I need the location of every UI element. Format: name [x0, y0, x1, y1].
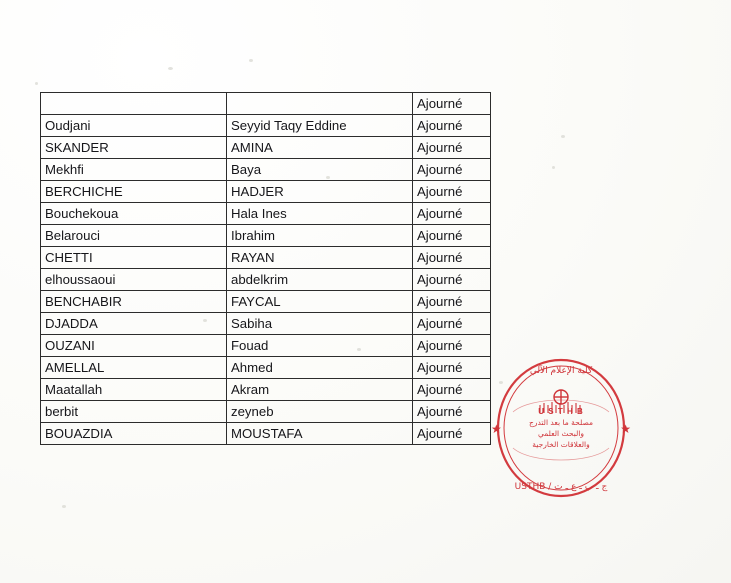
stamp-line-3: والعلاقات الخارجية — [532, 440, 590, 449]
cell-statut: Ajourné — [413, 291, 491, 313]
table-row — [41, 401, 491, 423]
table-row — [41, 335, 491, 357]
cell-nom: CHETTI — [41, 247, 227, 269]
cell-prenom: Ibrahim — [227, 225, 413, 247]
cell-prenom: Hala Ines — [227, 203, 413, 225]
stamp-arc-top-text: كلية الإعلام الآلي — [529, 366, 593, 376]
cell-statut: Ajourné — [413, 379, 491, 401]
cell-statut: Ajourné — [413, 93, 491, 115]
scan-speck — [249, 59, 253, 62]
cell-prenom: MOUSTAFA — [227, 423, 413, 445]
table-row — [41, 247, 491, 269]
cell-nom: BOUAZDIA — [41, 423, 227, 445]
table-row — [41, 137, 491, 159]
cell-statut: Ajourné — [413, 357, 491, 379]
table-row — [41, 357, 491, 379]
cell-nom: Oudjani — [41, 115, 227, 137]
cell-statut: Ajourné — [413, 137, 491, 159]
cell-statut: Ajourné — [413, 181, 491, 203]
table-row — [41, 379, 491, 401]
scan-speck — [552, 166, 555, 169]
cell-prenom: AMINA — [227, 137, 413, 159]
stamp-band-text: U S T H B — [538, 407, 584, 416]
cell-statut: Ajourné — [413, 159, 491, 181]
stamp-star-left-icon: ★ — [491, 422, 502, 436]
cell-nom: Mekhfi — [41, 159, 227, 181]
cell-prenom: Akram — [227, 379, 413, 401]
cell-prenom: Sabiha — [227, 313, 413, 335]
cell-statut: Ajourné — [413, 335, 491, 357]
cell-statut: Ajourné — [413, 423, 491, 445]
table-row — [41, 115, 491, 137]
table-row — [41, 203, 491, 225]
cell-prenom: Fouad — [227, 335, 413, 357]
stamp-line-1: مصلحة ما بعد التدرج — [529, 418, 593, 427]
results-table-body — [41, 93, 491, 445]
cell-statut: Ajourné — [413, 115, 491, 137]
table-row — [41, 159, 491, 181]
cell-prenom: Baya — [227, 159, 413, 181]
usthb-logo-icon — [534, 388, 588, 414]
cell-prenom: HADJER — [227, 181, 413, 203]
table-row — [41, 423, 491, 445]
scan-speck — [35, 82, 38, 85]
cell-nom: Belarouci — [41, 225, 227, 247]
stamp-arc-bottom-text: ج ـ ب ـ ع ـ ت / USTHB — [514, 482, 608, 492]
cell-prenom: zeyneb — [227, 401, 413, 423]
stamp-line-2: والبحث العلمي — [538, 429, 584, 438]
table-row — [41, 225, 491, 247]
results-table-container — [40, 92, 490, 445]
cell-prenom — [227, 93, 413, 115]
cell-statut: Ajourné — [413, 225, 491, 247]
table-row — [41, 269, 491, 291]
table-row — [41, 313, 491, 335]
cell-prenom: Ahmed — [227, 357, 413, 379]
cell-nom: BERCHICHE — [41, 181, 227, 203]
cell-nom: Maatallah — [41, 379, 227, 401]
cell-prenom: FAYCAL — [227, 291, 413, 313]
scan-speck — [62, 505, 66, 508]
results-table — [40, 92, 491, 445]
cell-nom: BENCHABIR — [41, 291, 227, 313]
cell-nom: SKANDER — [41, 137, 227, 159]
cell-nom: elhoussaoui — [41, 269, 227, 291]
cell-statut: Ajourné — [413, 269, 491, 291]
table-row — [41, 93, 491, 115]
scan-speck — [561, 135, 565, 138]
cell-statut: Ajourné — [413, 247, 491, 269]
cell-prenom: Seyyid Taqy Eddine — [227, 115, 413, 137]
cell-statut: Ajourné — [413, 203, 491, 225]
official-stamp — [487, 352, 635, 504]
cell-prenom: RAYAN — [227, 247, 413, 269]
scan-speck — [168, 67, 173, 70]
table-row — [41, 181, 491, 203]
table-row — [41, 291, 491, 313]
cell-nom: Bouchekoua — [41, 203, 227, 225]
cell-nom: DJADDA — [41, 313, 227, 335]
cell-nom: AMELLAL — [41, 357, 227, 379]
cell-nom — [41, 93, 227, 115]
cell-statut: Ajourné — [413, 401, 491, 423]
cell-nom: berbit — [41, 401, 227, 423]
cell-prenom: abdelkrim — [227, 269, 413, 291]
cell-statut: Ajourné — [413, 313, 491, 335]
stamp-star-right-icon: ★ — [620, 422, 631, 436]
cell-nom: OUZANI — [41, 335, 227, 357]
